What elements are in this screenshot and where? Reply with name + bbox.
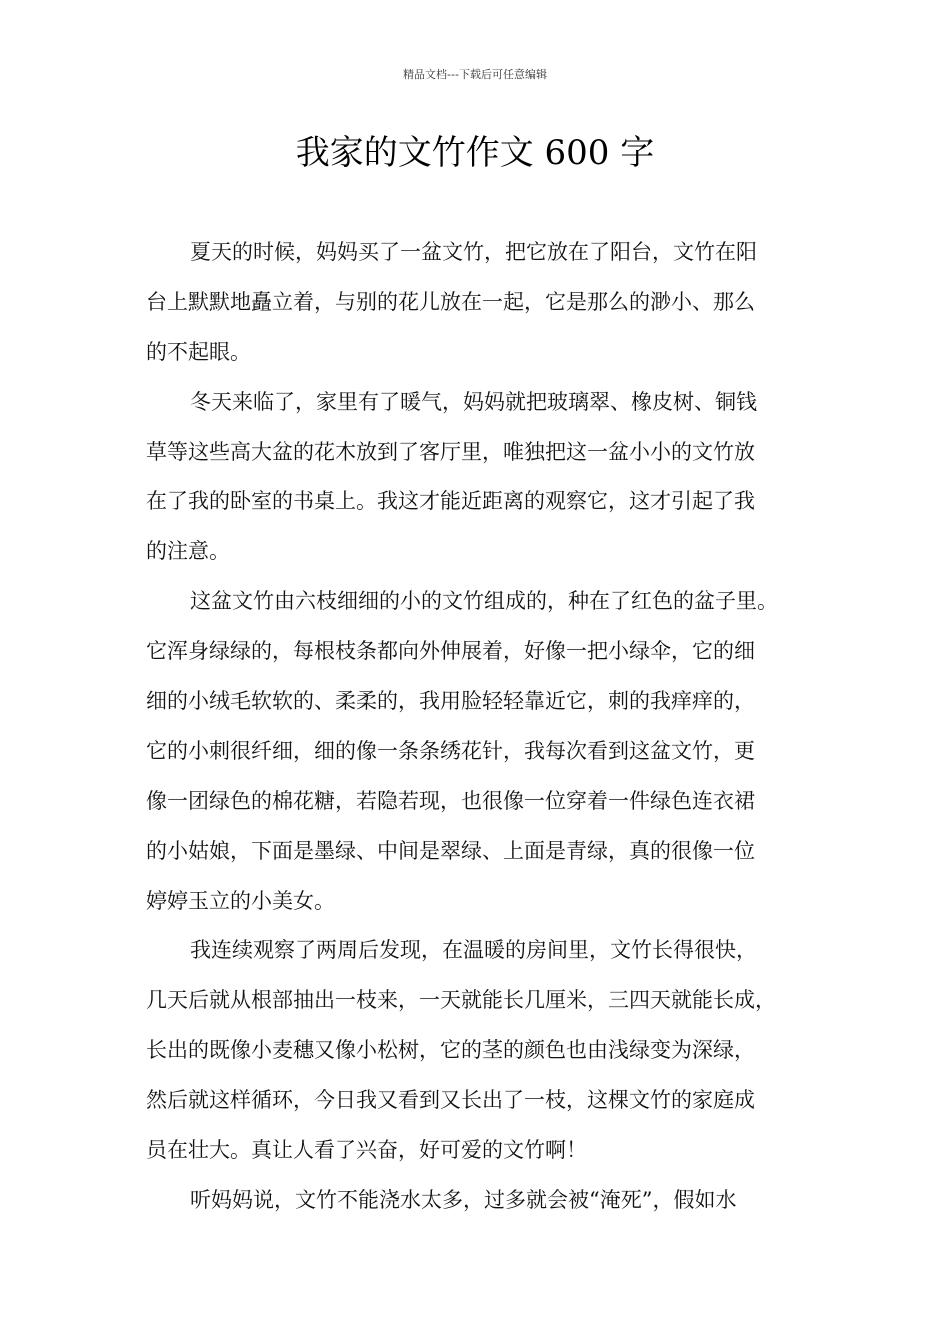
header-note: 精品文档---下载后可任意编辑 [403, 68, 547, 81]
text-line: 的不起眼。 [146, 339, 251, 364]
text-line: 长出的既像小麦穗又像小松树，它的茎的颜色也由浅绿变为深绿， [146, 1038, 755, 1063]
text-line: 像一团绿色的棉花糖，若隐若现，也很像一位穿着一件绿色连衣裙 [146, 788, 755, 813]
text-line: 在了我的卧室的书桌上。我这才能近距离的观察它，这才引起了我 [146, 489, 755, 514]
text-line: 草等这些高大盆的花木放到了客厅里，唯独把这一盆小小的文竹放 [146, 439, 755, 464]
text-line: 然后就这样循环，今日我又看到又长出了一枝，这棵文竹的家庭成 [146, 1088, 755, 1113]
text-line: 几天后就从根部抽出一枝来，一天就能长几厘米，三四天就能长成， [146, 988, 776, 1013]
text-line: 这盆文竹由六枝细细的小的文竹组成的，种在了红色的盆子里。 [190, 589, 778, 614]
text-line: 员在壮大。真让人看了兴奋，好可爱的文竹啊！ [146, 1138, 587, 1163]
text-line: 夏天的时候，妈妈买了一盆文竹，把它放在了阳台，文竹在阳 [190, 240, 757, 264]
text-line: 台上默默地矗立着，与别的花儿放在一起，它是那么的渺小、那么 [146, 289, 755, 314]
text-line: 的注意。 [146, 539, 230, 564]
text-line: 它浑身绿绿的，每根枝条都向外伸展着，好像一把小绿伞，它的细 [146, 639, 755, 664]
text-line: 婷婷玉立的小美女。 [146, 888, 335, 913]
text-line: 的小姑娘，下面是墨绿、中间是翠绿、上面是青绿，真的很像一位 [146, 838, 755, 863]
document-title: 我家的文竹作文 600 字 [295, 133, 655, 173]
text-line: 它的小刺很纤细，细的像一条条绣花针，我每次看到这盆文竹，更 [146, 738, 755, 763]
text-line: 冬天来临了，家里有了暖气，妈妈就把玻璃翠、橡皮树、铜钱 [190, 389, 757, 414]
text-line: 细的小绒毛软软的、柔柔的，我用脸轻轻靠近它，刺的我痒痒的， [146, 689, 755, 714]
text-line: 我连续观察了两周后发现，在温暖的房间里，文竹长得很快， [190, 938, 757, 963]
document-body [146, 228, 816, 1226]
text-line: 听妈妈说，文竹不能浇水太多，过多就会被“淹死”，假如水 [190, 1187, 737, 1212]
